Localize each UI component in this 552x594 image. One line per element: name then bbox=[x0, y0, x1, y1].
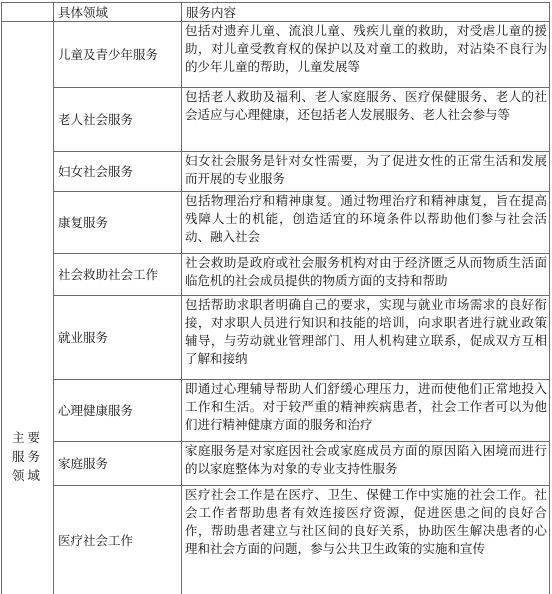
content-cell: 包括物理治疗和精神康复。通过物理治疗和精神康复，旨在提高残障人士的机能，创造适宜的环境条件以帮助他们参与社会活动、融入社会 bbox=[182, 192, 550, 254]
category-cell: 妇女社会服务 bbox=[54, 152, 182, 192]
table-header-row bbox=[2, 3, 550, 22]
category-cell: 儿童及青少年服务 bbox=[54, 22, 182, 88]
header-content: 服务内容 bbox=[182, 3, 550, 22]
area-label-cell bbox=[2, 22, 54, 594]
table-row bbox=[2, 22, 550, 88]
category-cell: 家庭服务 bbox=[54, 442, 182, 486]
content-cell: 家庭服务是对家庭因社会或家庭成员方面的原因陷入困境而进行的以家庭整体为对象的专业支持性服务 bbox=[182, 442, 550, 486]
content-cell: 社会救助是政府或社会服务机构对由于经济匮乏从而物质生活面临危机的社会成员提供的物质方面的支持和帮助 bbox=[182, 254, 550, 296]
category-cell: 康复服务 bbox=[54, 192, 182, 254]
category-cell: 老人社会服务 bbox=[54, 88, 182, 152]
category-cell: 医疗社会工作 bbox=[54, 486, 182, 594]
category-cell: 就业服务 bbox=[54, 296, 182, 380]
content-cell: 即通过心理辅导帮助人们舒缓心理压力，进而使他们正常地投入工作和生活。对于较严重的精神疾病患者，社会工作者可以为他们进行精神健康方面的服务和治疗 bbox=[182, 380, 550, 442]
table-row bbox=[2, 192, 550, 254]
service-domain-table bbox=[1, 2, 550, 594]
table-row bbox=[2, 296, 550, 380]
header-category: 具体领域 bbox=[54, 3, 182, 22]
header-blank-cell bbox=[2, 3, 54, 22]
table-row bbox=[2, 152, 550, 192]
content-cell: 妇女社会服务是针对女性需要，为了促进女性的正常生活和发展而开展的专业服务 bbox=[182, 152, 550, 192]
category-cell: 社会救助社会工作 bbox=[54, 254, 182, 296]
area-label: 主要服务领域 bbox=[11, 430, 43, 483]
category-cell: 心理健康服务 bbox=[54, 380, 182, 442]
table-row bbox=[2, 88, 550, 152]
table-row bbox=[2, 442, 550, 486]
content-cell: 包括老人救助及福利、老人家庭服务、医疗保健服务、老人的社会适应与心理健康，还包括老人发展服务、老人社会参与等 bbox=[182, 88, 550, 152]
content-cell: 包括帮助求职者明确自己的要求，实现与就业市场需求的良好衔接，对求职人员进行知识和技能的培训，向求职者进行就业政策辅导，与劳动就业管理部门、用人机构建立联系，促成双方互相了解和接纳 bbox=[182, 296, 550, 380]
table-row bbox=[2, 486, 550, 594]
content-cell: 包括对遗弃儿童、流浪儿童、残疾儿童的救助，对受虐儿童的援助，对儿童受教育权的保护以及对童工的救助，对沾染不良行为的少年儿童的帮助，儿童发展等 bbox=[182, 22, 550, 88]
content-cell: 医疗社会工作是在医疗、卫生、保健工作中实施的社会工作。社会工作者帮助患者有效连接医疗资源，促进医患之间的良好合作，帮助患者建立与社区间的良好关系，协助医生解决患者的心理和社会方面的问题，参与公共卫生政策的实施和宣传 bbox=[182, 486, 550, 594]
table-row bbox=[2, 380, 550, 442]
table-row bbox=[2, 254, 550, 296]
